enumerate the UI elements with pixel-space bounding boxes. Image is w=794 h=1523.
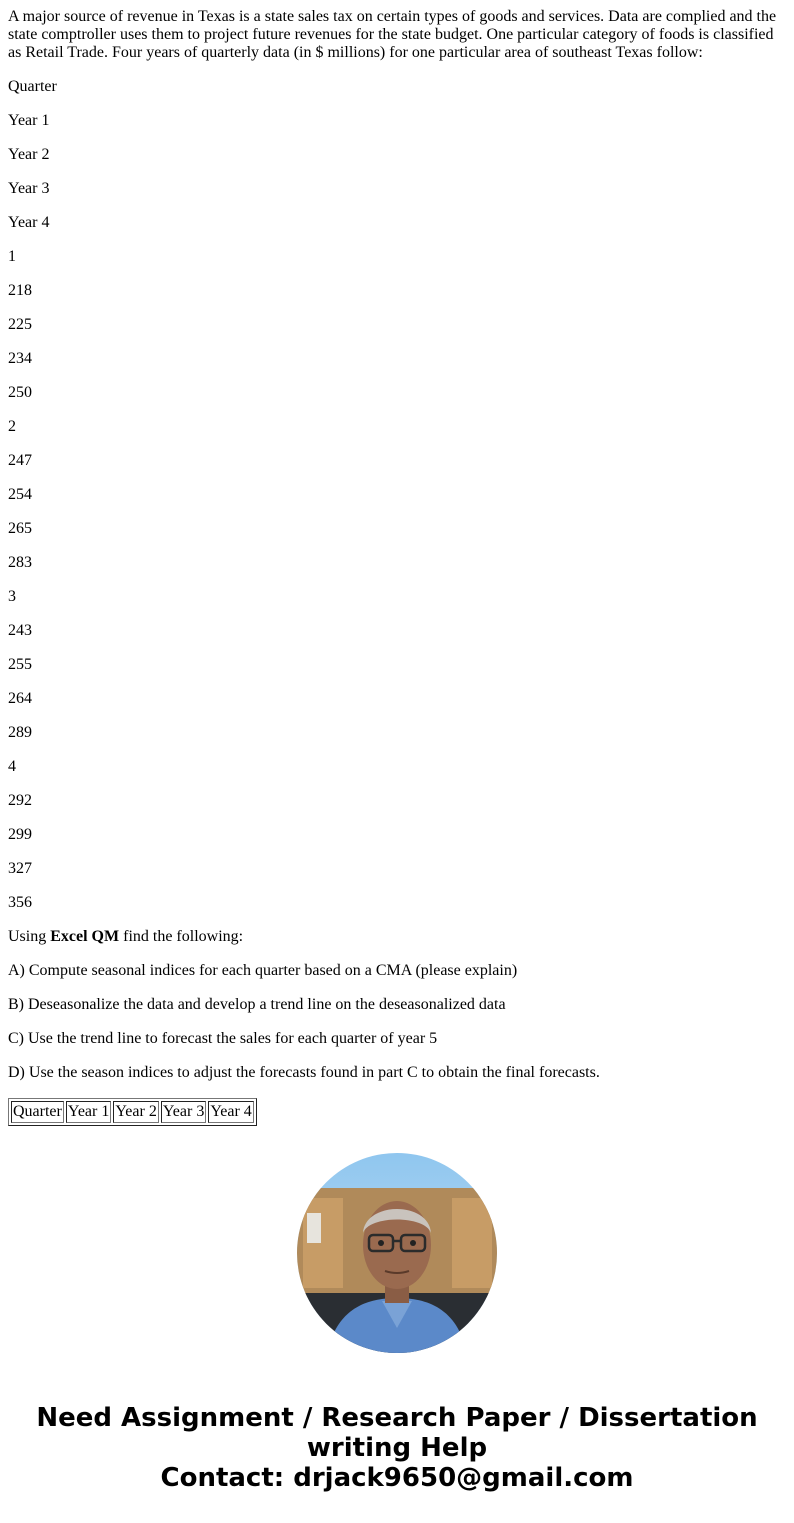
cell-value: 225 [8, 316, 32, 333]
table-header-cell: Year 4 [208, 1101, 253, 1123]
header-year-4: Year 4 [8, 214, 50, 231]
banner-contact: Contact: drjack9650@gmail.com [160, 1463, 634, 1493]
instruction-prefix: Using [8, 928, 51, 945]
header-year-2: Year 2 [8, 146, 50, 163]
document-body [8, 8, 786, 1082]
cell-value: 234 [8, 350, 32, 367]
person-photo-icon [297, 1153, 497, 1353]
contact-banner [0, 1403, 794, 1493]
instruction-suffix: find the following: [119, 928, 244, 945]
header-quarter: Quarter [8, 78, 57, 95]
cell-value: 250 [8, 384, 32, 401]
cell-value: 265 [8, 520, 32, 537]
table-header-cell: Year 1 [66, 1101, 111, 1123]
header-year-3: Year 3 [8, 180, 50, 197]
question-c: C) Use the trend line to forecast the sales for each quarter of year 5 [8, 1030, 438, 1047]
cell-quarter: 3 [8, 588, 16, 605]
cell-value: 327 [8, 860, 32, 877]
author-photo [297, 1153, 497, 1353]
question-d: D) Use the season indices to adjust the forecasts found in part C to obtain the final forecasts. [8, 1064, 600, 1081]
table-header-cell: Quarter [11, 1101, 64, 1123]
intro-paragraph: A major source of revenue in Texas is a state sales tax on certain types of goods and services. Data are complied and the state comptroller uses them to project future revenues for the state budget. One particular category of foods is classified as Retail Trade. Four years of quarterly data (in $ millions) for one particular area of southeast Texas follow: [8, 8, 777, 61]
cell-value: 292 [8, 792, 32, 809]
cell-value: 243 [8, 622, 32, 639]
cell-quarter: 2 [8, 418, 16, 435]
cell-quarter: 1 [8, 248, 16, 265]
banner-line-2: writing Help [306, 1433, 488, 1463]
table-header-cell: Year 2 [113, 1101, 158, 1123]
table-header-cell: Year 3 [161, 1101, 206, 1123]
cell-value: 264 [8, 690, 32, 707]
instruction-line [8, 928, 786, 946]
data-table [8, 1098, 257, 1126]
question-a: A) Compute seasonal indices for each quarter based on a CMA (please explain) [8, 962, 518, 979]
cell-value: 247 [8, 452, 32, 469]
header-year-1: Year 1 [8, 112, 50, 129]
cell-value: 299 [8, 826, 32, 843]
question-b: B) Deseasonalize the data and develop a trend line on the deseasonalized data [8, 996, 506, 1013]
cell-quarter: 4 [8, 758, 16, 775]
cell-value: 218 [8, 282, 32, 299]
cell-value: 254 [8, 486, 32, 503]
cell-value: 283 [8, 554, 32, 571]
cell-value: 255 [8, 656, 32, 673]
banner-line-1: Need Assignment / Research Paper / Dissertation [36, 1403, 758, 1433]
cell-value: 356 [8, 894, 32, 911]
table-header-row [11, 1101, 254, 1123]
instruction-tool: Excel QM [50, 928, 120, 945]
cell-value: 289 [8, 724, 32, 741]
